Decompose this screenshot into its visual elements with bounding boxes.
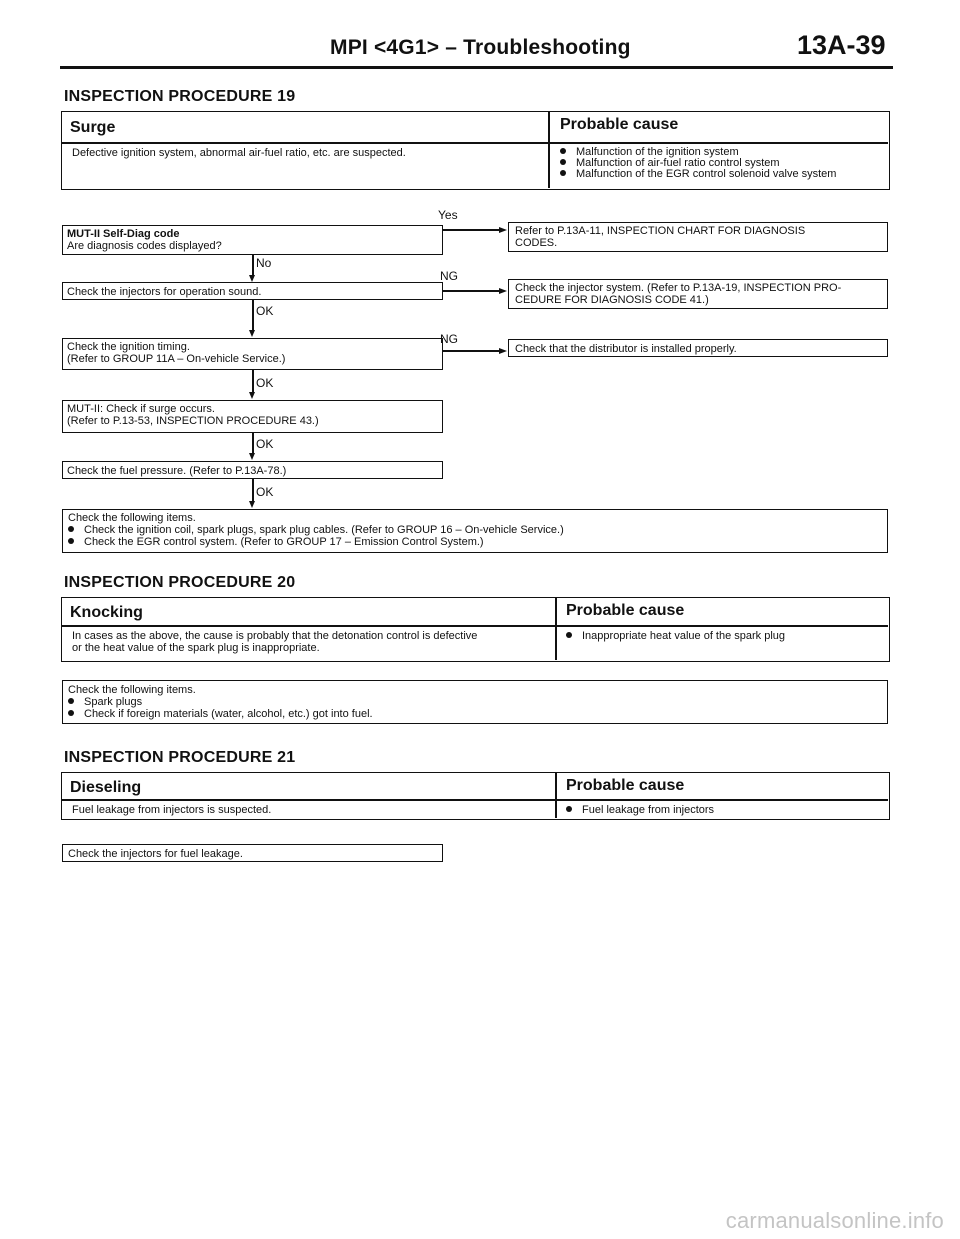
list-item: Malfunction of air-fuel ratio control system: [560, 158, 836, 169]
ng-label: NG: [440, 332, 458, 346]
proc21-check-box: Check the injectors for fuel leakage.: [62, 844, 443, 862]
proc19-symptom-table: [61, 111, 890, 190]
proc19-symptom: Surge: [70, 119, 116, 136]
connector-line: [443, 350, 500, 352]
bullet-icon: [68, 538, 74, 544]
connector-line: [252, 300, 254, 330]
arrow-right-icon: [499, 288, 507, 294]
list-item: Inappropriate heat value of the spark plug: [566, 631, 785, 642]
proc21-cause-list: [566, 805, 714, 816]
arrow-down-icon: [249, 330, 255, 337]
bullet-icon: [560, 170, 566, 176]
list-item: Malfunction of the ignition system: [560, 147, 836, 158]
proc21-symptom-table: [61, 772, 890, 820]
proc19-cause-header: Probable cause: [560, 116, 679, 133]
proc20-cause-header: Probable cause: [566, 602, 685, 619]
bullet-icon: [560, 159, 566, 165]
bullet-icon: [566, 806, 572, 812]
table-row-divider: [62, 799, 888, 801]
connector-line: [443, 229, 500, 231]
list-item: Spark plugs: [68, 696, 887, 708]
proc19-description: Defective ignition system, abnormal air-fuel ratio, etc. are suspected.: [72, 147, 406, 159]
list-item: Malfunction of the EGR control solenoid valve system: [560, 169, 836, 180]
no-label: No: [256, 256, 272, 270]
page-number: 13A-39: [797, 30, 886, 60]
flow-step-self-diag: MUT-II Self-Diag code Are diagnosis codes displayed?: [62, 225, 443, 255]
ng-label: NG: [440, 269, 458, 283]
ok-label: OK: [256, 376, 274, 390]
flow-step-injector-sound: Check the injectors for operation sound.: [62, 282, 443, 300]
yes-label: Yes: [438, 208, 458, 222]
arrow-right-icon: [499, 227, 507, 233]
arrow-down-icon: [249, 453, 255, 460]
arrow-down-icon: [249, 392, 255, 399]
table-col-divider: [548, 112, 550, 188]
connector-line: [443, 290, 500, 292]
connector-line: [252, 479, 254, 501]
list-item: Check the EGR control system. (Refer to GROUP 17 – Emission Control System.): [68, 536, 887, 548]
flow-step-ignition-timing: Check the ignition timing. (Refer to GROUP 11A – On-vehicle Service.): [62, 338, 443, 370]
connector-line: [252, 433, 254, 453]
proc19-title: INSPECTION PROCEDURE 19: [64, 88, 296, 105]
connector-line: [252, 370, 254, 392]
table-row-divider: [62, 625, 888, 627]
proc20-description: In cases as the above, the cause is probably that the detonation control is defective or the heat value of the spark plug is inappropriate.: [72, 630, 478, 654]
ok-label: OK: [256, 304, 274, 318]
list-item: Check if foreign materials (water, alcohol, etc.) got into fuel.: [68, 708, 887, 720]
proc20-symptom: Knocking: [70, 604, 143, 621]
list-item: Check the ignition coil, spark plugs, spark plug cables. (Refer to GROUP 16 – On-vehicle Service.): [68, 524, 887, 536]
bullet-icon: [68, 710, 74, 716]
bullet-icon: [566, 632, 572, 638]
proc20-cause-list: [566, 631, 785, 642]
flow-final-checks: Check the following items. Check the ignition coil, spark plugs, spark plug cables. (Refer to GROUP 16 – On-vehicle Service.) Check the EGR control system. (Refer to GROUP 17 – Emission Control System.): [62, 509, 888, 553]
bullet-icon: [68, 526, 74, 532]
arrow-down-icon: [249, 275, 255, 282]
proc21-symptom: Dieseling: [70, 779, 142, 796]
proc21-title: INSPECTION PROCEDURE 21: [64, 749, 296, 766]
proc21-cause-header: Probable cause: [566, 777, 685, 794]
header-rule: [60, 66, 893, 69]
flow-step-surge-check: MUT-II: Check if surge occurs. (Refer to P.13-53, INSPECTION PROCEDURE 43.): [62, 400, 443, 433]
table-row-divider: [62, 142, 888, 144]
proc20-symptom-table: [61, 597, 890, 662]
flow-result-diag-chart: Refer to P.13A-11, INSPECTION CHART FOR DIAGNOSIS CODES.: [508, 222, 888, 252]
proc21-description: Fuel leakage from injectors is suspected.: [72, 804, 272, 816]
proc19-cause-list: [560, 147, 836, 180]
arrow-right-icon: [499, 348, 507, 354]
flow-step-fuel-pressure: Check the fuel pressure. (Refer to P.13A-78.): [62, 461, 443, 479]
flow-result-injector-system: Check the injector system. (Refer to P.13A-19, INSPECTION PRO- CEDURE FOR DIAGNOSIS CODE 41.): [508, 279, 888, 309]
page-header-title: MPI <4G1> – Troubleshooting: [330, 36, 631, 59]
watermark-url: carmanualsonline.info: [725, 1208, 944, 1233]
arrow-down-icon: [249, 501, 255, 508]
proc20-title: INSPECTION PROCEDURE 20: [64, 574, 296, 591]
ok-label: OK: [256, 437, 274, 451]
table-col-divider: [555, 598, 557, 660]
bullet-icon: [68, 698, 74, 704]
table-col-divider: [555, 773, 557, 818]
connector-line: [252, 255, 254, 275]
flow-result-distributor: Check that the distributor is installed properly.: [508, 339, 888, 357]
list-item: Fuel leakage from injectors: [566, 805, 714, 816]
ok-label: OK: [256, 485, 274, 499]
proc20-check-box: Check the following items. Spark plugs Check if foreign materials (water, alcohol, etc.) got into fuel.: [62, 680, 888, 724]
bullet-icon: [560, 148, 566, 154]
